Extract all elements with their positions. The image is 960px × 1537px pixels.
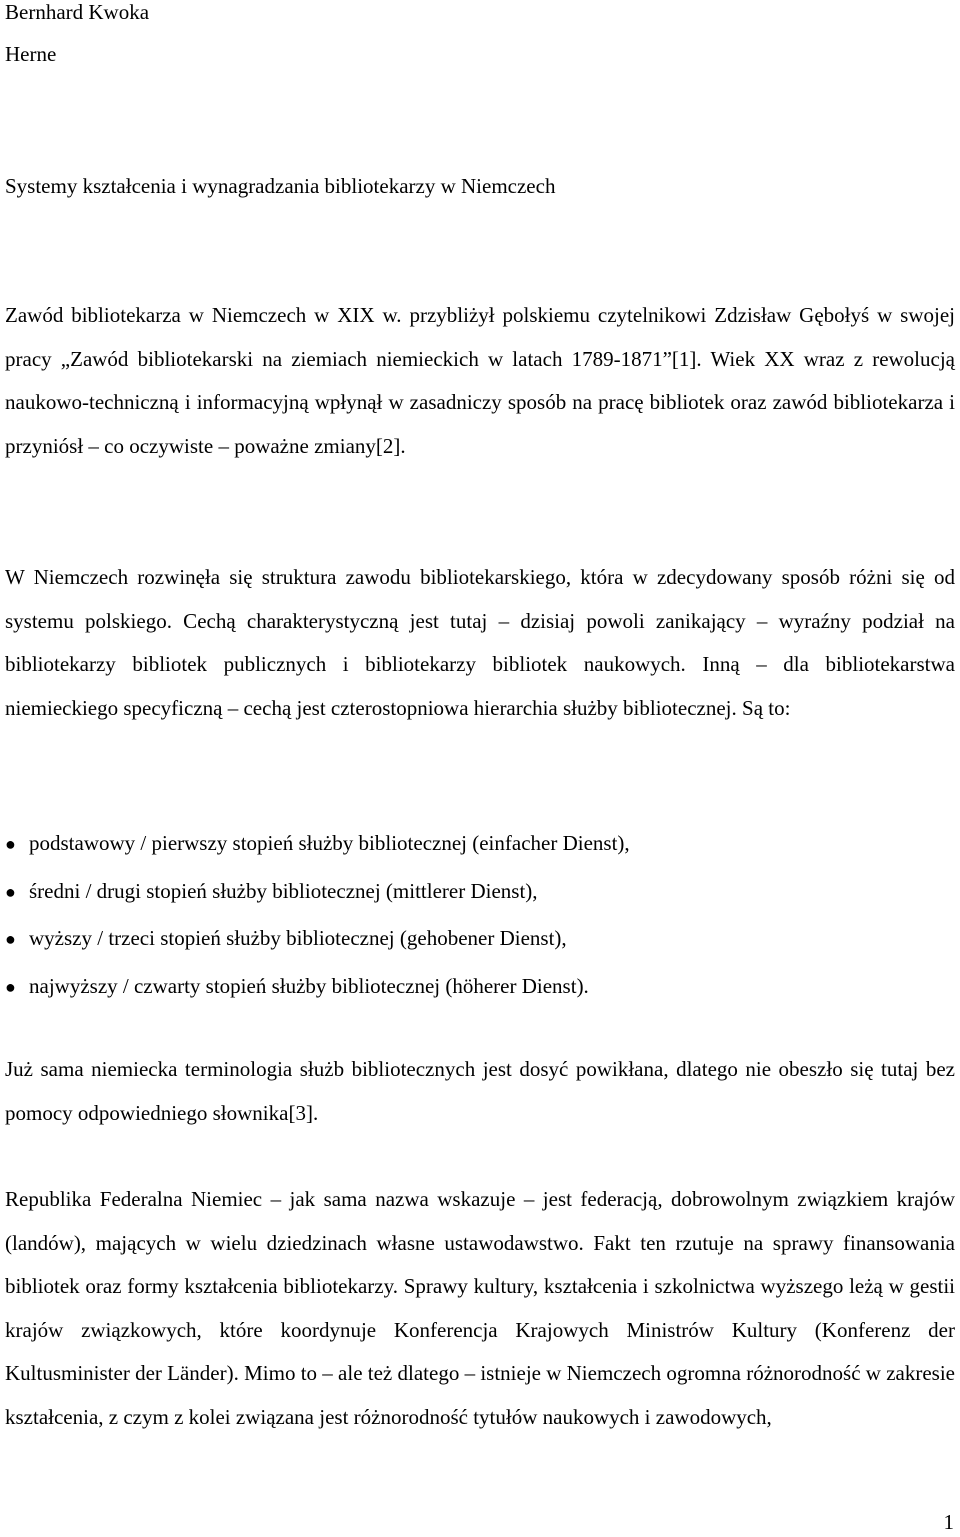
- author-city: Herne: [5, 42, 57, 66]
- paragraph-2: W Niemczech rozwinęła się struktura zawodu bibliotekarskiego, która w zdecydowany sposób różni się od systemu polskiego. Cechą charakterystyczną jest tutaj – dzisiaj powoli zanikający – wyraźny podział na bibliotekarzy bibliotek publicznych i bibliotekarzy bibliotek naukowych. Inną – dla bibliotekarstwa niemieckiego specyficzną – cechą jest czterostopniowa hierarchia służby bibliotecznej. Są to:: [5, 565, 955, 720]
- bullet-icon: ●: [5, 881, 16, 902]
- bullet-icon: ●: [5, 834, 16, 854]
- list-item: [5, 915, 955, 963]
- document-title: Systemy kształcenia i wynagradzania bibliotekarzy w Niemczech: [5, 174, 556, 198]
- page-number: 1: [943, 1510, 954, 1534]
- author-name: Bernhard Kwoka: [5, 0, 150, 24]
- paragraph-1: Zawód bibliotekarza w Niemczech w XIX w. przybliżył polskiemu czytelnikowi Zdzisław Gębołyś w swojej pracy „Zawód bibliotekarski na ziemiach niemieckich w latach 1789-1871”[1]. Wiek XX wraz z rewolucją naukowo-techniczną i informacyjną wpłynął w zasadniczy sposób na pracę bibliotek oraz zawód bibliotekarza i przyniósł – co oczywiste – poważne zmiany[2].: [5, 303, 955, 458]
- bullet-icon: ●: [5, 976, 16, 997]
- paragraph-3: Już sama niemiecka terminologia służb bibliotecznych jest dosyć powikłana, dlatego nie obeszło się tutaj bez pomocy odpowiedniego słownika[3].: [5, 1057, 955, 1125]
- list-item-text: najwyższy / czwarty stopień służby bibliotecznej (höherer Dienst).: [29, 973, 589, 998]
- paragraph-4: Republika Federalna Niemiec – jak sama nazwa wskazuje – jest federacją, dobrowolnym związkiem krajów (landów), mających w wielu dziedzinach własne ustawodawstwo. Fakt ten rzutuje na sprawy finansowania bibliotek oraz formy kształcenia bibliotekarzy. Sprawy kultury, kształcenia i szkolnictwa wyższego leżą w gestii krajów związkowych, które koordynuje Konferencja Krajowych Ministrów Kultury (Konferenz der Kultusminister der Länder). Mimo to – ale też dlatego – istnieje w Niemczech ogromna różnorodność w zakresie kształcenia, z czym z kolei związana jest różnorodność tytułów naukowych i zawodowych,: [5, 1187, 955, 1429]
- list-item: [5, 963, 955, 1011]
- list-item: [5, 868, 955, 916]
- service-levels-list: [5, 820, 955, 1010]
- list-item-text: średni / drugi stopień służby bibliotecznej (mittlerer Dienst),: [29, 878, 538, 903]
- bullet-icon: ●: [5, 929, 16, 949]
- list-item-text: podstawowy / pierwszy stopień służby bibliotecznej (einfacher Dienst),: [29, 831, 630, 855]
- list-item: [5, 820, 955, 868]
- list-item-text: wyższy / trzeci stopień służby bibliotecznej (gehobener Dienst),: [29, 926, 567, 950]
